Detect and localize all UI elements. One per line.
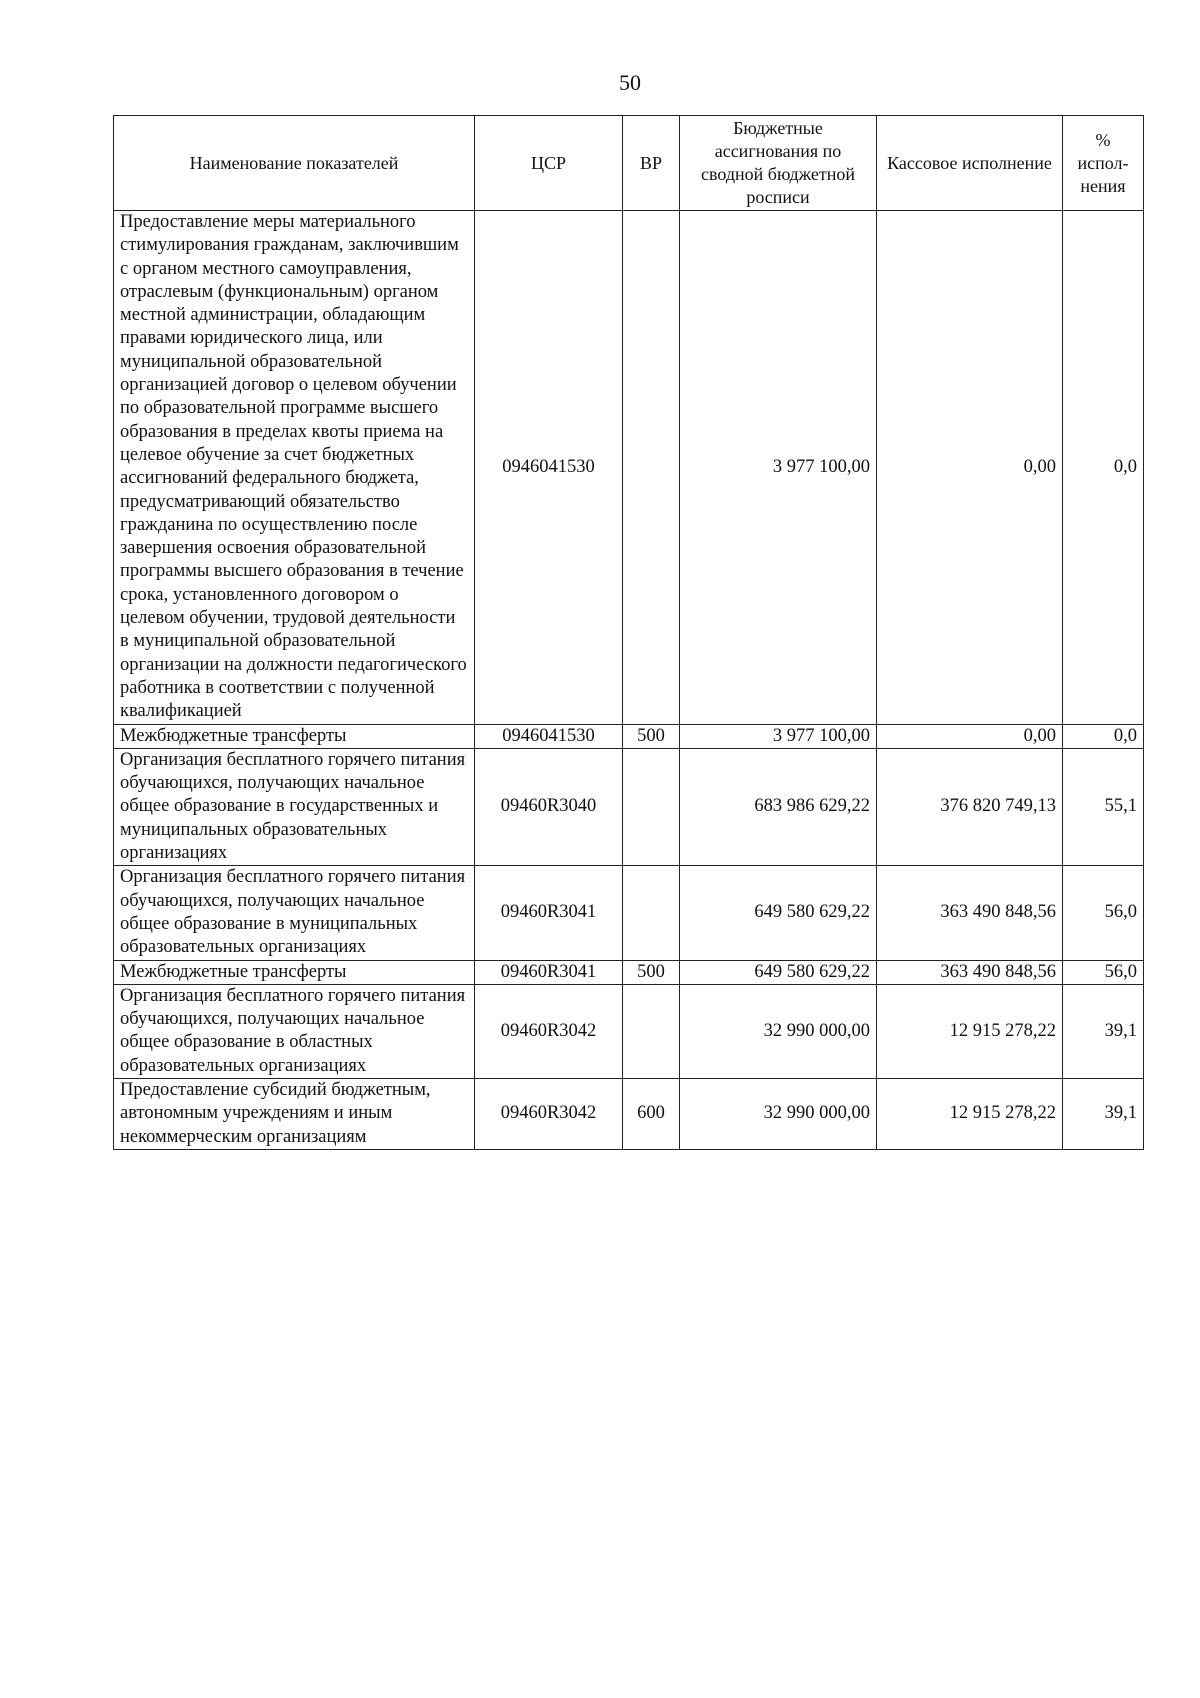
row-pct: 0,0 <box>1063 211 1144 725</box>
row-budget: 3 977 100,00 <box>680 724 877 748</box>
row-pct: 56,0 <box>1063 866 1144 960</box>
row-vr: 600 <box>623 1078 680 1149</box>
row-pct: 55,1 <box>1063 748 1144 865</box>
row-vr <box>623 866 680 960</box>
row-cash: 363 490 848,56 <box>877 866 1063 960</box>
row-name: Межбюджетные трансферты <box>114 960 475 984</box>
table-row <box>114 748 1144 865</box>
header-cash: Кассовое исполнение <box>877 116 1063 211</box>
row-name: Предоставление меры материального стимулирования гражданам, заключившим с органом местного самоуправления, отраслевым (функциональным) органом местной администрации, обладающим правами юридического лица, или муниципальной образовательной организацией договор о целевом обучении по образовательной программе высшего образования в пределах квоты приема на целевое обучение за счет бюджетных ассигнований федерального бюджета, предусматривающий обязательство гражданина по осуществлению после завершения освоения образовательной программы высшего образования в течение срока, установленного договором о целевом обучении, трудовой деятельности в муниципальной образовательной организации на должности педагогического работника в соответствии с полученной квалификацией <box>114 211 475 725</box>
header-vr: ВР <box>623 116 680 211</box>
row-csr: 09460R3042 <box>475 1078 623 1149</box>
row-pct: 56,0 <box>1063 960 1144 984</box>
row-name: Организация бесплатного горячего питания обучающихся, получающих начальное общее образование в областных образовательных организациях <box>114 984 475 1078</box>
row-cash: 12 915 278,22 <box>877 984 1063 1078</box>
row-pct: 0,0 <box>1063 724 1144 748</box>
row-budget: 649 580 629,22 <box>680 960 877 984</box>
header-csr: ЦСР <box>475 116 623 211</box>
table-row <box>114 724 1144 748</box>
row-budget: 3 977 100,00 <box>680 211 877 725</box>
row-name: Предоставление субсидий бюджетным, автономным учреждениям и иным некоммерческим организациям <box>114 1078 475 1149</box>
row-name: Организация бесплатного горячего питания обучающихся, получающих начальное общее образование в государственных и муниципальных образовательных организациях <box>114 748 475 865</box>
table-row <box>114 866 1144 960</box>
row-vr <box>623 211 680 725</box>
row-csr: 0946041530 <box>475 724 623 748</box>
table-row <box>114 960 1144 984</box>
table-row <box>114 984 1144 1078</box>
row-vr: 500 <box>623 724 680 748</box>
row-csr: 09460R3042 <box>475 984 623 1078</box>
row-csr: 0946041530 <box>475 211 623 725</box>
budget-execution-table <box>113 115 1144 1150</box>
header-budget: Бюджетные ассигнования по сводной бюджетной росписи <box>680 116 877 211</box>
row-budget: 649 580 629,22 <box>680 866 877 960</box>
row-cash: 363 490 848,56 <box>877 960 1063 984</box>
row-pct: 39,1 <box>1063 1078 1144 1149</box>
row-csr: 09460R3041 <box>475 960 623 984</box>
row-cash: 12 915 278,22 <box>877 1078 1063 1149</box>
row-budget: 32 990 000,00 <box>680 1078 877 1149</box>
row-vr <box>623 984 680 1078</box>
row-vr: 500 <box>623 960 680 984</box>
row-csr: 09460R3040 <box>475 748 623 865</box>
row-cash: 0,00 <box>877 724 1063 748</box>
header-name: Наименование показателей <box>114 116 475 211</box>
row-budget: 683 986 629,22 <box>680 748 877 865</box>
row-csr: 09460R3041 <box>475 866 623 960</box>
row-cash: 0,00 <box>877 211 1063 725</box>
row-pct: 39,1 <box>1063 984 1144 1078</box>
page-number: 50 <box>619 70 641 95</box>
row-name: Межбюджетные трансферты <box>114 724 475 748</box>
header-row <box>114 116 1144 211</box>
table-row <box>114 211 1144 725</box>
table-row <box>114 1078 1144 1149</box>
row-cash: 376 820 749,13 <box>877 748 1063 865</box>
row-vr <box>623 748 680 865</box>
row-budget: 32 990 000,00 <box>680 984 877 1078</box>
row-name: Организация бесплатного горячего питания обучающихся, получающих начальное общее образование в муниципальных образовательных организациях <box>114 866 475 960</box>
header-pct: % испол-нения <box>1063 116 1144 211</box>
